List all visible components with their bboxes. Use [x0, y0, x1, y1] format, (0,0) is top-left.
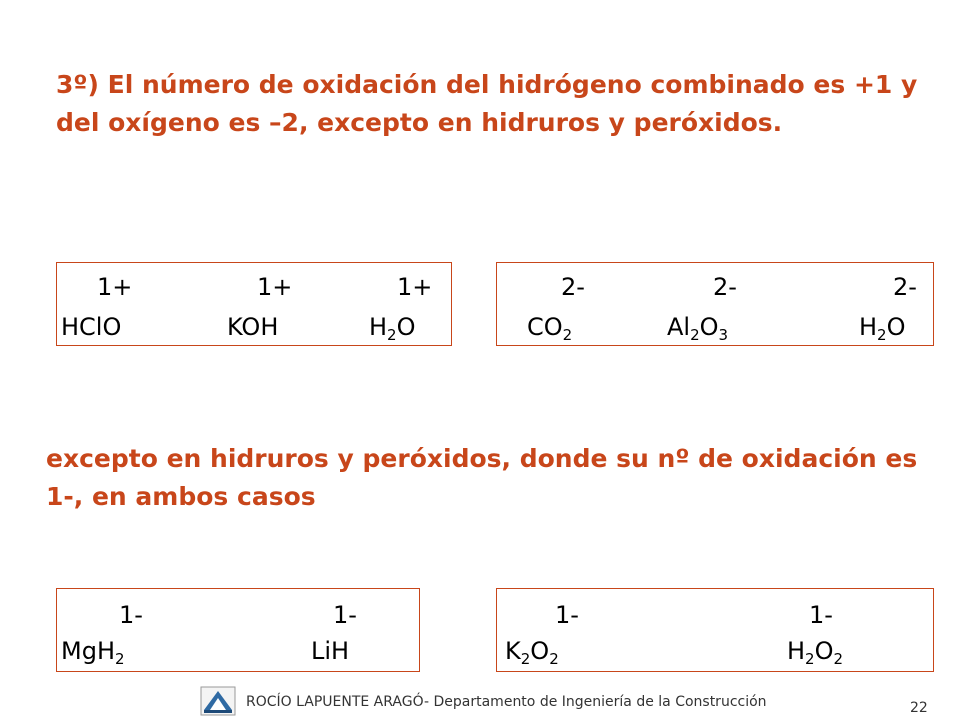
oxidation-number: 1-	[809, 601, 833, 629]
oxidation-number: 1-	[555, 601, 579, 629]
exception-text: excepto en hidruros y peróxidos, donde su nº de oxidación es 1-, en ambos casos	[46, 444, 918, 511]
oxidation-number: 1+	[397, 273, 433, 301]
formula-h2o: $H_2O$	[369, 313, 416, 344]
formula-lih: LiH	[311, 637, 350, 665]
formula-co2: $CO_2$	[527, 313, 573, 344]
formula-h2o2: $H_2O_2$	[787, 637, 844, 668]
oxidation-number: 1+	[97, 273, 133, 301]
formula-mgh2: MgH$_2$	[61, 637, 125, 668]
oxidation-row	[497, 269, 933, 305]
oxidation-number: 2-	[561, 273, 585, 301]
formula-row	[497, 309, 933, 345]
formula-k2o2: $K_2O_2$	[505, 637, 559, 668]
oxidation-number: 2-	[713, 273, 737, 301]
hydrogen-examples-box	[56, 262, 452, 346]
oxidation-number: 1-	[333, 601, 357, 629]
formula-hclo: HClO	[61, 313, 122, 341]
formula-koh: KOH	[227, 313, 279, 341]
formula-al2o3: $Al_2O_3$	[667, 313, 729, 344]
formula-row	[57, 633, 419, 669]
formula-row	[57, 309, 451, 345]
oxidation-number: 2-	[893, 273, 917, 301]
formula-row	[497, 633, 933, 669]
oxygen-examples-box	[496, 262, 934, 346]
formula-h2o: $H_2O$	[859, 313, 906, 344]
intro-text: 3º) El número de oxidación del hidrógeno combinado es +1 y del oxígeno es –2, excepto en hidruros y peróxidos.	[56, 70, 918, 137]
oxidation-number: 1-	[119, 601, 143, 629]
peroxides-box	[496, 588, 934, 672]
page-number: 22	[910, 700, 928, 716]
oxidation-row	[57, 597, 419, 633]
university-logo-icon	[200, 686, 236, 716]
footer-author: ROCÍO LAPUENTE ARAGÓ- Departamento de Ingeniería de la Construcción	[246, 694, 767, 710]
oxidation-row	[57, 269, 451, 305]
hydrides-box	[56, 588, 420, 672]
oxidation-number: 1+	[257, 273, 293, 301]
oxidation-row	[497, 597, 933, 633]
